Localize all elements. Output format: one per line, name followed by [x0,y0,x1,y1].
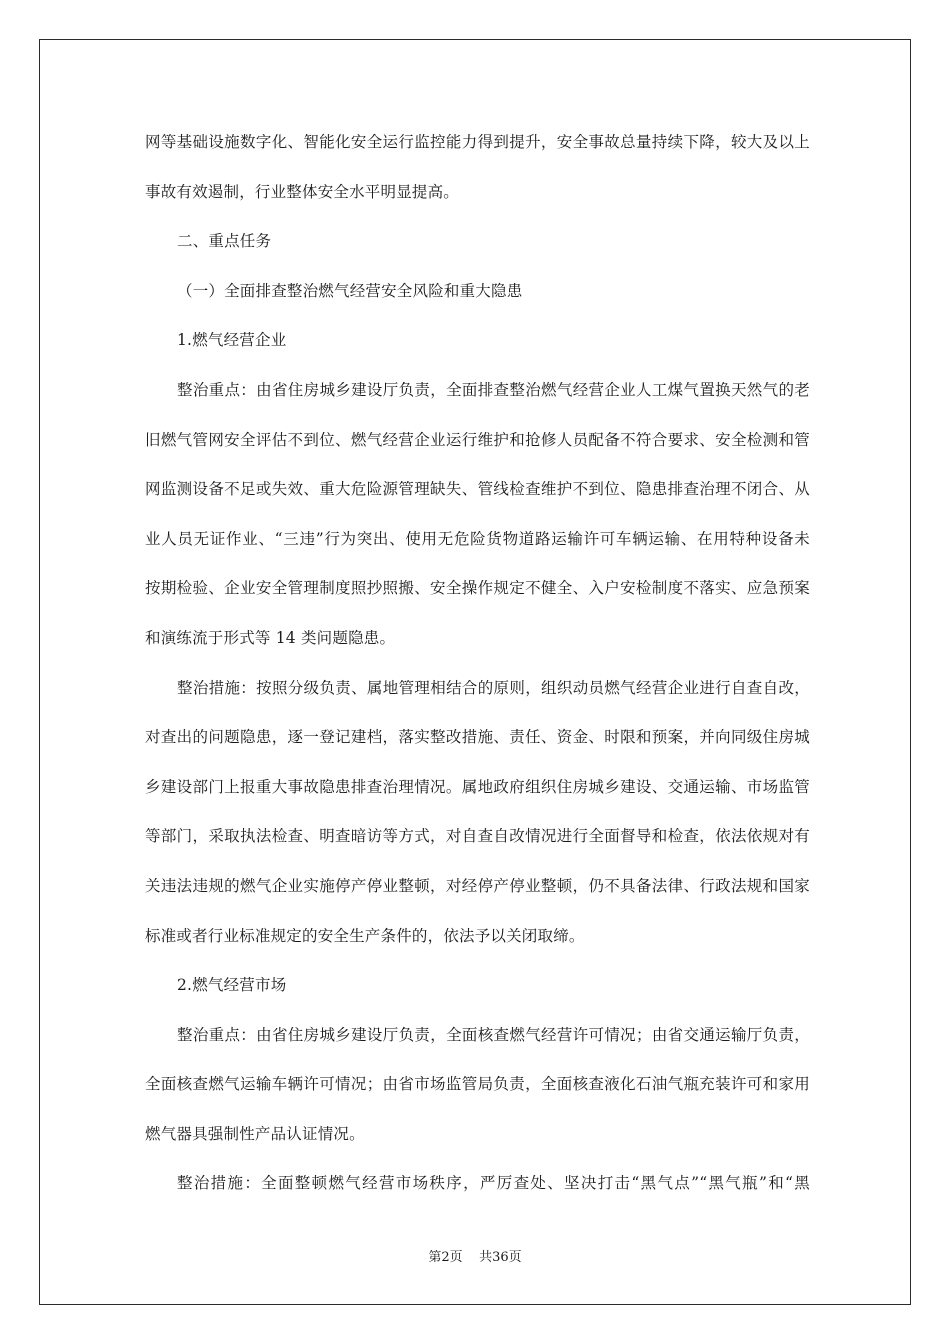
text-line: 网监测设备不足或失效、重大危险源管理缺失、管线检查维护不到位、隐患排查治理不闭合、从 [145,480,810,499]
page-footer [0,1246,950,1265]
text-line: 对查出的问题隐患，逐一登记建档，落实整改措施、责任、资金、时限和预案，并向同级住房城 [145,728,810,747]
text-line: 全面核查燃气运输车辆许可情况；由省市场监管局负责，全面核查液化石油气瓶充装许可和家用 [145,1075,810,1094]
text-line: 等部门，采取执法检查、明查暗访等方式，对自查自改情况进行全面督导和检查，依法依规对有 [145,827,810,846]
text-line: （一）全面排查整治燃气经营安全风险和重大隐患 [177,281,523,300]
text-line: 整治措施：按照分级负责、属地管理相结合的原则，组织动员燃气经营企业进行自查自改， [177,678,810,697]
text-line: 2.燃气经营市场 [177,976,287,995]
page-total: 共36页 [479,1250,522,1265]
page-number: 第2页 [428,1250,463,1265]
text-line: 整治重点：由省住房城乡建设厅负责，全面核查燃气经营许可情况；由省交通运输厅负责， [177,1025,810,1044]
text-line: 燃气器具强制性产品认证情况。 [145,1124,365,1143]
text-line: 旧燃气管网安全评估不到位、燃气经营企业运行维护和抢修人员配备不符合要求、安全检测和管 [145,430,810,449]
text-line: 业人员无证作业、“三违”行为突出、使用无危险货物道路运输许可车辆运输、在用特种设备未 [145,529,810,548]
text-line: 整治措施：全面整顿燃气经营市场秩序，严厉查处、坚决打击“黑气点”“黑气瓶”和“黑 [177,1174,810,1193]
text-line: 标准或者行业标准规定的安全生产条件的，依法予以关闭取缔。 [145,926,585,945]
text-line: 和演练流于形式等 14 类问题隐患。 [145,628,396,647]
text-line: 按期检验、企业安全管理制度照抄照搬、安全操作规定不健全、入户安检制度不落实、应急预案 [145,579,810,598]
document-body [145,118,810,1209]
text-line: 乡建设部门上报重大事故隐患排查治理情况。属地政府组织住房城乡建设、交通运输、市场监管 [145,777,810,796]
text-line: 事故有效遏制，行业整体安全水平明显提高。 [145,182,460,201]
text-line: 1.燃气经营企业 [177,331,287,350]
text-line: 关违法违规的燃气企业实施停产停业整顿，对经停产停业整顿，仍不具备法律、行政法规和国家 [145,876,810,895]
text-line: 二、重点任务 [177,232,272,251]
text-line: 网等基础设施数字化、智能化安全运行监控能力得到提升，安全事故总量持续下降，较大及以上 [145,133,810,151]
text-line: 整治重点：由省住房城乡建设厅负责，全面排查整治燃气经营企业人工煤气置换天然气的老 [177,380,810,399]
